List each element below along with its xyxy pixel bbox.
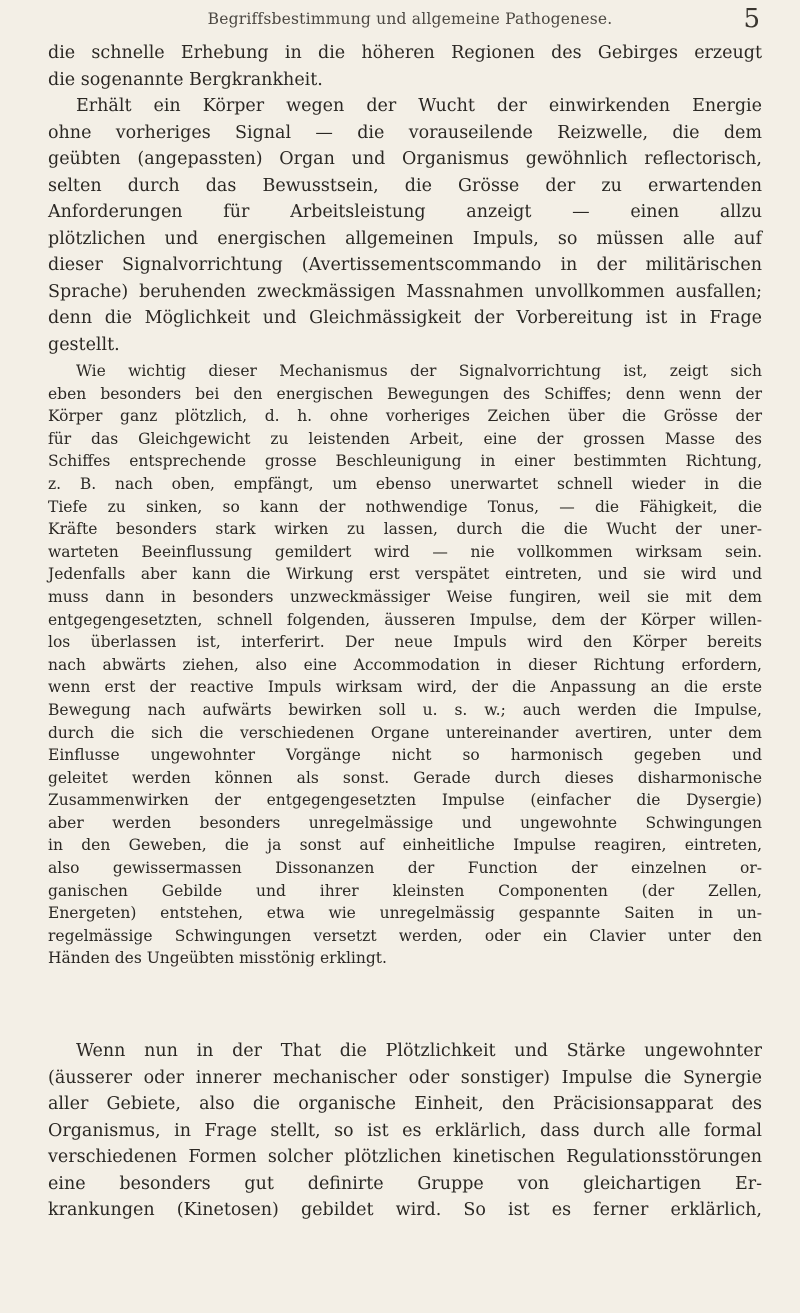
text-line: Wie wichtig dieser Mechanismus der Signalvorrichtung ist, zeigt sich [76, 362, 762, 380]
text-line: Sprache) beruhenden zweckmässigen Massnahmen unvollkommen ausfallen; [48, 281, 762, 302]
text-line: regelmässige Schwingungen versetzt werden, oder ein Clavier unter den [48, 926, 762, 945]
text-line: Zusammenwirken der entgegengesetzten Impulse (einfacher die Dysergie) [48, 791, 762, 810]
paragraph-3 [48, 360, 762, 970]
text-line: geübten (angepassten) Organ und Organismus gewöhnlich reflectorisch, [48, 149, 762, 169]
text-line: aller Gebiete, also die organische Einheit, den Präcisionsapparat des [48, 1094, 762, 1114]
text-line: wenn erst der reactive Impuls wirksam wird, der die Anpassung an die erste [48, 678, 762, 697]
text-line: die schnelle Erhebung in die höheren Regionen des Gebirges erzeugt [48, 43, 762, 63]
text-line: gestellt. [48, 334, 120, 355]
text-line: Tiefe zu sinken, so kann der nothwendige Tonus, — die Fähigkeit, die [48, 497, 762, 516]
text-line: die sogenannte Bergkrankheit. [48, 69, 323, 90]
text-line: Körper ganz plötzlich, d. h. ohne vorheriges Zeichen über die Grösse der [48, 407, 762, 426]
text-line: Schiffes entsprechende grosse Beschleunigung in einer bestimmten Richtung, [48, 452, 762, 471]
running-title: Begriffsbestimmung und allgemeine Pathogenese. [207, 10, 613, 28]
text-line: plötzlichen und energischen allgemeinen Impuls, so müssen alle auf [48, 228, 762, 249]
text-line: dieser Signalvorrichtung (Avertissementscommando in der militärischen [48, 255, 762, 275]
text-line: also gewissermassen Dissonanzen der Function der einzelnen or- [48, 859, 762, 878]
text-line: aber werden besonders unregelmässige und ungewohnte Schwingungen [48, 813, 762, 832]
paragraph-4 [48, 1038, 762, 1224]
page-header [60, 4, 760, 36]
text-line: Jedenfalls aber kann die Wirkung erst verspätet eintreten, und sie wird und [48, 565, 762, 584]
text-line: nach abwärts ziehen, also eine Accommodation in dieser Richtung erfordern, [48, 655, 762, 674]
text-line: krankungen (Kinetosen) gebildet wird. So ist es ferner erklärlich, [48, 1200, 762, 1220]
text-line: ganischen Gebilde und ihrer kleinsten Componenten (der Zellen, [48, 881, 762, 900]
text-line: verschiedenen Formen solcher plötzlichen kinetischen Regulationsstörungen [48, 1147, 762, 1167]
paragraph-1 [48, 40, 762, 93]
text-line: entgegengesetzten, schnell folgenden, äusseren Impulse, dem der Körper willen- [48, 610, 762, 629]
text-line: durch die sich die verschiedenen Organe untereinander avertiren, unter dem [48, 723, 762, 742]
text-line: Erhält ein Körper wegen der Wucht der einwirkenden Energie [76, 96, 762, 116]
text-line: Kräfte besonders stark wirken zu lassen, durch die die Wucht der uner- [48, 520, 762, 539]
text-line: los überlassen ist, interferirt. Der neue Impuls wird den Körper bereits [48, 633, 762, 652]
text-line: ohne vorheriges Signal — die vorauseilende Reizwelle, die dem [48, 122, 762, 143]
page-number: 5 [743, 4, 760, 34]
text-line: denn die Möglichkeit und Gleichmässigkeit der Vorbereitung ist in Frage [48, 308, 762, 328]
text-line: selten durch das Bewusstsein, die Grösse der zu erwartenden [48, 175, 762, 196]
text-line: eben besonders bei den energischen Bewegungen des Schiffes; denn wenn der [48, 384, 762, 403]
text-line: Energeten) entstehen, etwa wie unregelmässig gespannte Saiten in un- [48, 904, 762, 923]
text-line: warteten Beeinflussung gemildert wird — nie vollkommen wirksam sein. [48, 542, 762, 561]
paragraph-2 [48, 93, 762, 358]
text-line: in den Geweben, die ja sonst auf einheitliche Impulse reagiren, eintreten, [48, 836, 762, 855]
text-line: Wenn nun in der That die Plötzlichkeit und Stärke ungewohnter [76, 1041, 762, 1061]
text-line: eine besonders gut definirte Gruppe von gleichartigen Er- [48, 1173, 762, 1194]
text-line: für das Gleichgewicht zu leistenden Arbeit, eine der grossen Masse des [48, 429, 762, 448]
text-line: geleitet werden können als sonst. Gerade durch dieses disharmonische [48, 768, 762, 787]
text-line: Organismus, in Frage stellt, so ist es erklärlich, dass durch alle formal [48, 1120, 762, 1141]
text-line: Anforderungen für Arbeitsleistung anzeigt — einen allzu [48, 202, 762, 222]
text-line: z. B. nach oben, empfängt, um ebenso unerwartet schnell wieder in die [48, 474, 762, 493]
text-line: Einflusse ungewohnter Vorgänge nicht so harmonisch gegeben und [48, 746, 762, 765]
text-line: muss dann in besonders unzweckmässiger Weise fungiren, weil sie mit dem [48, 587, 762, 606]
text-line: Bewegung nach aufwärts bewirken soll u. s. w.; auch werden die Impulse, [48, 700, 762, 719]
text-line: Händen des Ungeübten misstönig erklingt. [48, 949, 387, 968]
text-line: (äusserer oder innerer mechanischer oder sonstiger) Impulse die Synergie [48, 1067, 762, 1088]
